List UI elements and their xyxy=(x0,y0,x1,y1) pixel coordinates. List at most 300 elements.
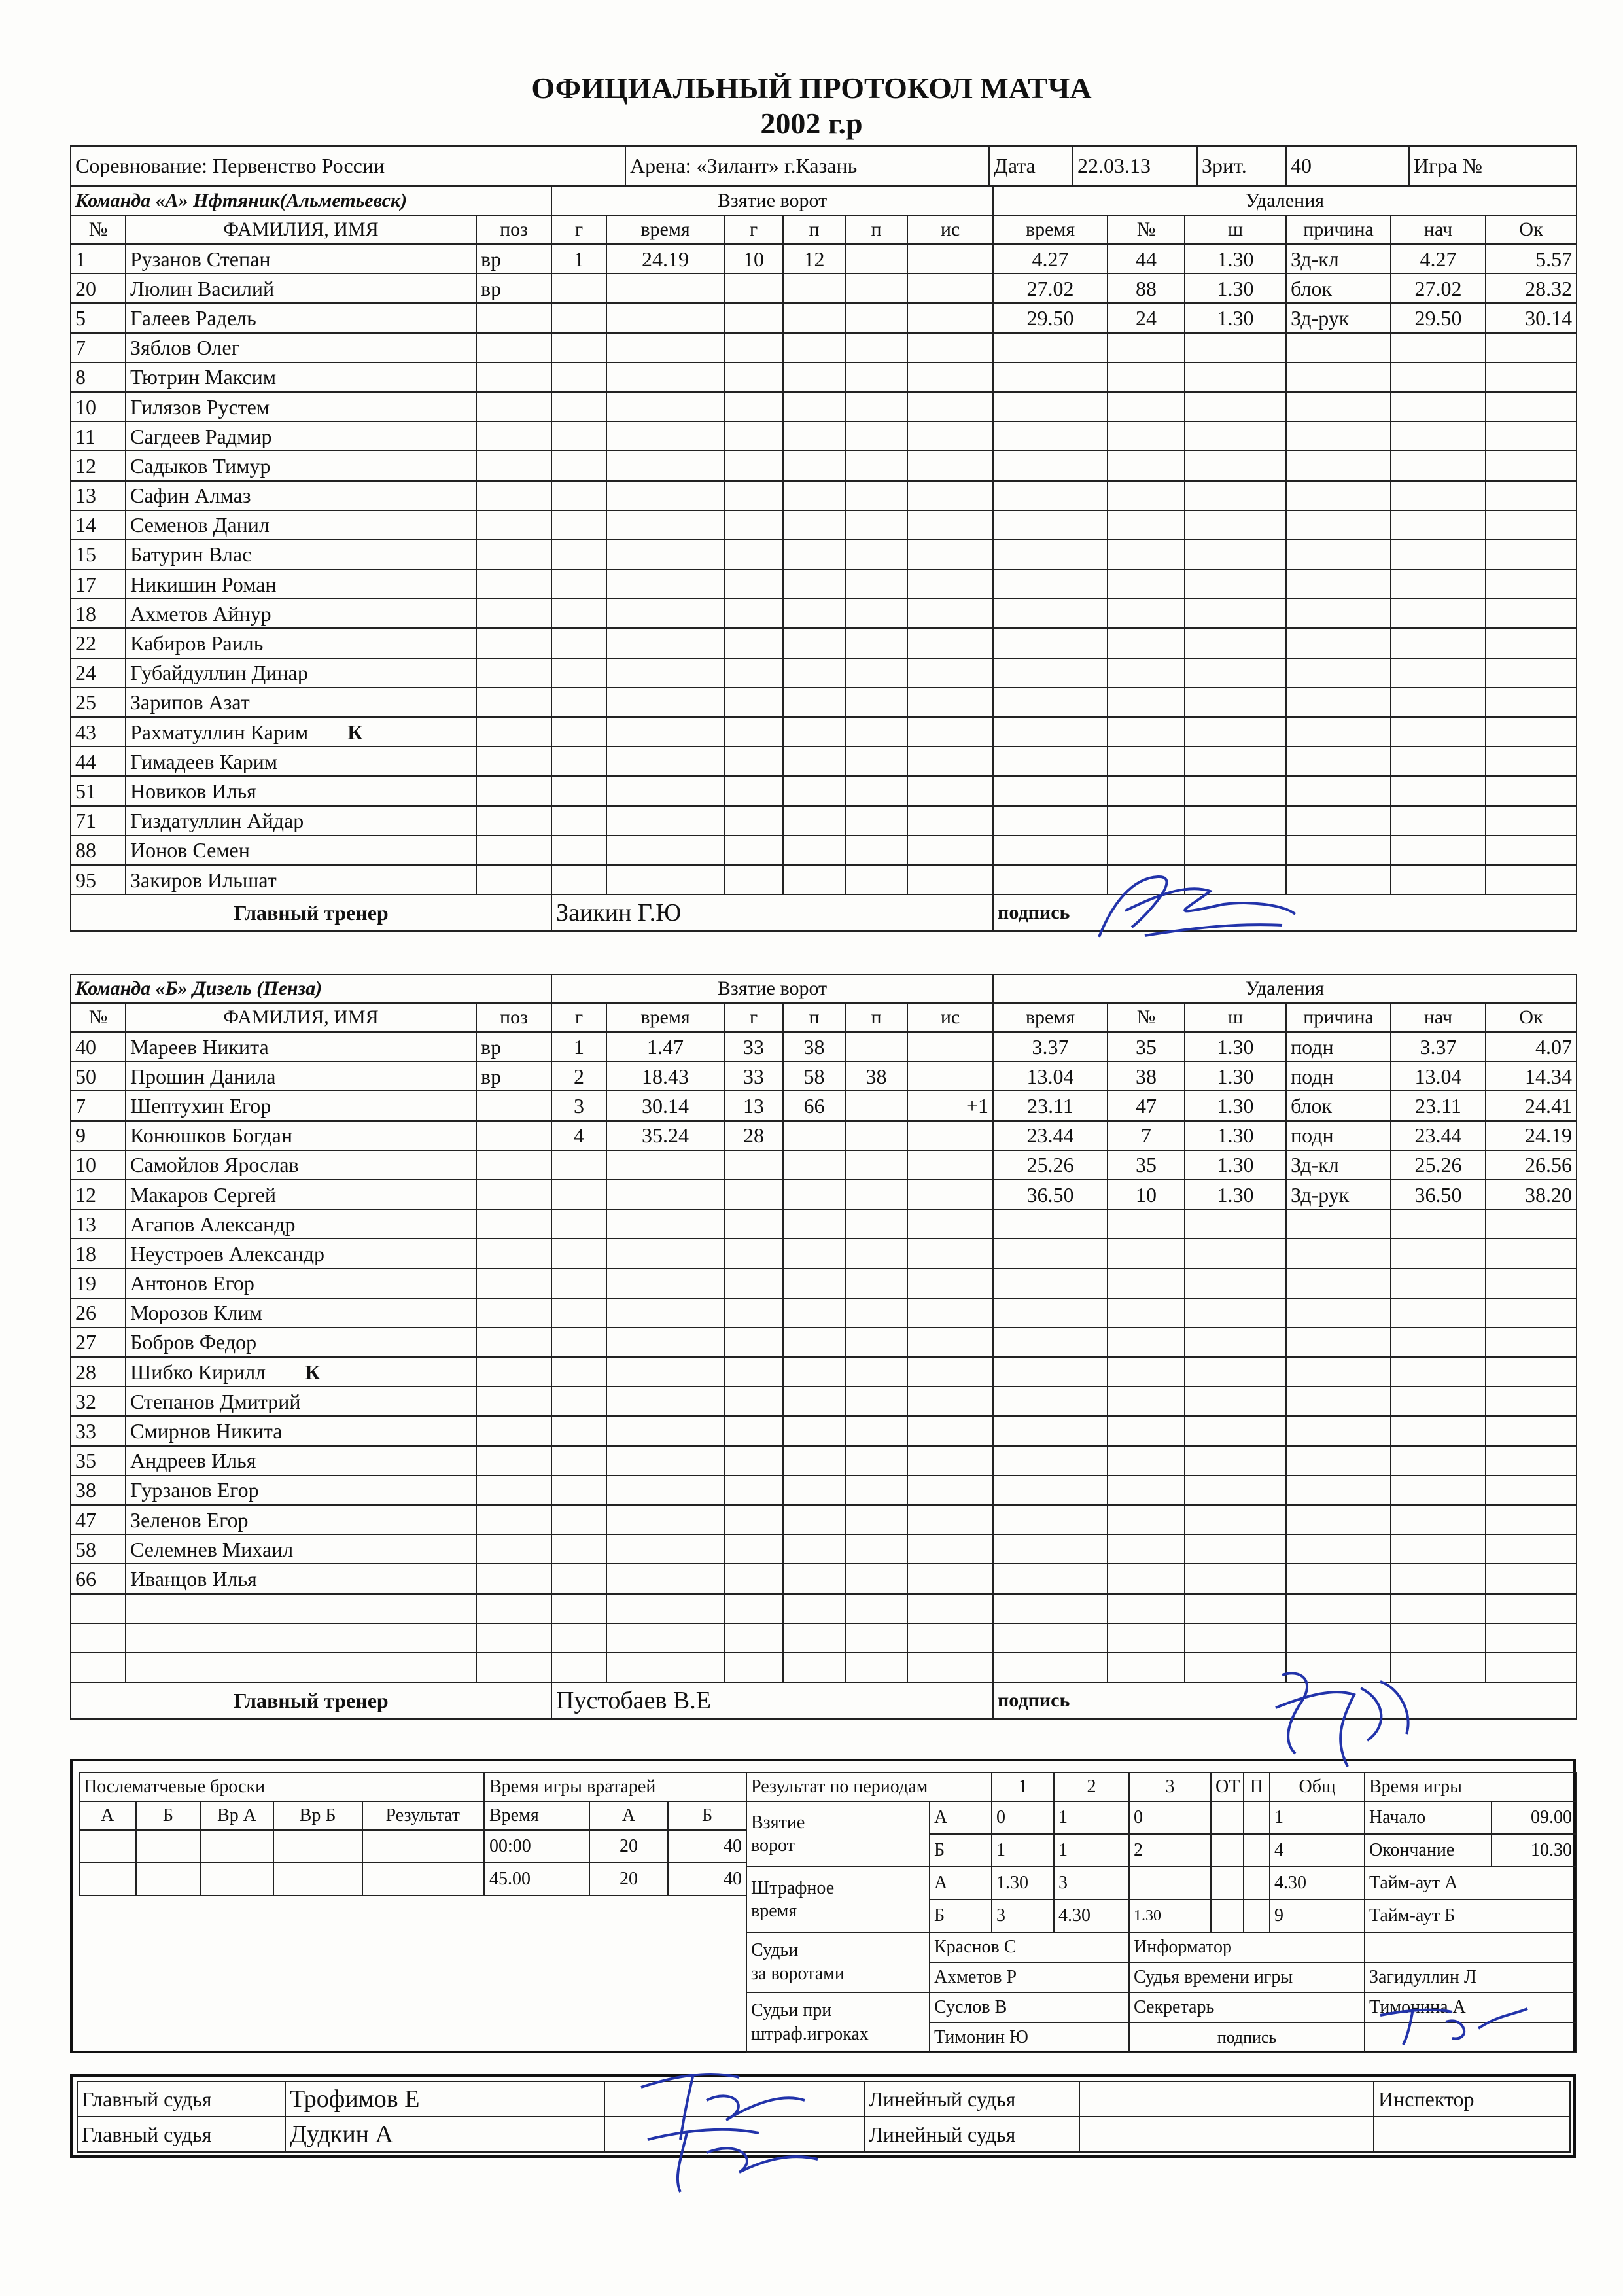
goal-assist-3 xyxy=(845,421,907,451)
goal-situation xyxy=(907,421,993,451)
goal-time xyxy=(606,747,724,776)
penalty-start: 29.50 xyxy=(1391,303,1486,332)
table-row xyxy=(71,451,1577,480)
player-number xyxy=(71,1653,126,1682)
penalty-start xyxy=(1391,540,1486,569)
table-row xyxy=(71,1298,1577,1328)
goal-assist-1 xyxy=(724,451,783,480)
player-number: 66 xyxy=(71,1564,126,1593)
goal-assist-1 xyxy=(724,658,783,688)
period-3-label: 3 xyxy=(1129,1773,1211,1801)
inspector-label: Инспектор xyxy=(1374,2081,1570,2117)
goal-assist-3 xyxy=(845,540,907,569)
pen-a-p2: 3 xyxy=(1054,1867,1129,1899)
goal-assist-1 xyxy=(724,1416,783,1445)
goal-assist-2 xyxy=(783,836,845,865)
penalty-time xyxy=(993,481,1108,510)
goal-assist-2 xyxy=(783,628,845,658)
table-row xyxy=(71,510,1577,540)
goal-assist-2 xyxy=(783,1416,845,1445)
penalty-end xyxy=(1486,421,1577,451)
goal-time xyxy=(606,1386,724,1416)
goal-situation xyxy=(907,776,993,805)
penalty-end xyxy=(1486,1564,1577,1593)
table-row xyxy=(71,599,1577,628)
penalty-reason xyxy=(1286,392,1391,421)
goal-assist-2 xyxy=(783,303,845,332)
player-name: Бобров Федор xyxy=(126,1328,476,1357)
penalty-player xyxy=(1108,628,1185,658)
player-number: 24 xyxy=(71,658,126,688)
player-name: Закиров Ильшат xyxy=(126,865,476,894)
player-name: Семенов Данил xyxy=(126,510,476,540)
goal-assist-2 xyxy=(783,1653,845,1682)
penalty-time xyxy=(993,451,1108,480)
game-end-value: 10.30 xyxy=(1492,1834,1577,1867)
penalty-start xyxy=(1391,1446,1486,1475)
penalty-duration xyxy=(1185,333,1286,362)
game-end-label: Окончание xyxy=(1365,1834,1492,1867)
player-name: Тютрин Максим xyxy=(126,362,476,392)
gk-time-col-time: Время xyxy=(485,1801,589,1830)
goal-number: 2 xyxy=(551,1061,606,1091)
pen-a-total: 4.30 xyxy=(1270,1867,1365,1899)
table-row xyxy=(71,1446,1577,1475)
penalty-start: 23.44 xyxy=(1391,1121,1486,1150)
col-pos: поз xyxy=(476,215,551,244)
penalty-end: 30.14 xyxy=(1486,303,1577,332)
pen-b-p2: 4.30 xyxy=(1054,1899,1129,1932)
player-position xyxy=(476,1239,551,1268)
penalty-player xyxy=(1108,658,1185,688)
goal-assist-2 xyxy=(783,1269,845,1298)
penalty-time xyxy=(993,1357,1108,1386)
team-a-coach-label: Главный тренер xyxy=(71,894,551,931)
penalty-reason: блок xyxy=(1286,274,1391,303)
goals-b-p2: 1 xyxy=(1054,1834,1129,1867)
goal-situation xyxy=(907,481,993,510)
goal-assist-1 xyxy=(724,1505,783,1534)
penalty-player xyxy=(1108,362,1185,392)
team-b-coach: Пустобаев В.Е xyxy=(551,1682,993,1719)
goal-assist-1 xyxy=(724,1328,783,1357)
goal-situation xyxy=(907,333,993,362)
penalty-player xyxy=(1108,1623,1185,1653)
player-number: 71 xyxy=(71,806,126,836)
penalty-duration xyxy=(1185,806,1286,836)
penalty-duration: 1.30 xyxy=(1185,303,1286,332)
player-number: 11 xyxy=(71,421,126,451)
goal-assist-2 xyxy=(783,1150,845,1180)
goal-assist-3 xyxy=(845,836,907,865)
table-row xyxy=(71,1357,1577,1386)
penalty-reason xyxy=(1286,1594,1391,1623)
penalty-duration xyxy=(1185,1446,1286,1475)
total-label: Общ xyxy=(1270,1773,1365,1801)
goal-number xyxy=(551,421,606,451)
penalty-reason xyxy=(1286,510,1391,540)
goal-number xyxy=(551,274,606,303)
table-row xyxy=(71,274,1577,303)
goal-time xyxy=(606,1505,724,1534)
col-num: № xyxy=(71,215,126,244)
player-name-text: Рахматуллин Карим xyxy=(130,720,309,744)
goal-assist-3 xyxy=(845,1298,907,1328)
player-name: Зарипов Азат xyxy=(126,688,476,717)
penalty-player xyxy=(1108,1475,1185,1505)
goal-assist-1 xyxy=(724,1623,783,1653)
goal-number xyxy=(551,806,606,836)
gk-time-row-2-time: 45.00 xyxy=(485,1863,589,1896)
player-name: Губайдуллин Динар xyxy=(126,658,476,688)
penalty-time xyxy=(993,392,1108,421)
penalty-end xyxy=(1486,628,1577,658)
penalty-duration xyxy=(1185,540,1286,569)
player-name: Рузанов Степан xyxy=(126,244,476,274)
goal-time xyxy=(606,1150,724,1180)
goal-number: 4 xyxy=(551,1121,606,1150)
goal-situation xyxy=(907,274,993,303)
player-name: Прошин Данила xyxy=(126,1061,476,1091)
penalty-duration xyxy=(1185,392,1286,421)
goal-assist-1 xyxy=(724,688,783,717)
goals-section-label: Взятие ворот xyxy=(551,186,993,215)
player-number: 5 xyxy=(71,303,126,332)
goal-assist-1 xyxy=(724,362,783,392)
gk-time-col-b: Б xyxy=(668,1801,746,1830)
match-info-table xyxy=(70,145,1577,186)
goal-assist-3 xyxy=(845,1594,907,1623)
goal-time xyxy=(606,836,724,865)
penalty-judge-a: Суслов В xyxy=(930,1992,1129,2022)
shootout-table xyxy=(79,1772,484,1896)
player-name: Гиздатуллин Айдар xyxy=(126,806,476,836)
table-row xyxy=(71,1150,1577,1180)
goal-assist-2 xyxy=(783,1298,845,1328)
player-position: вр xyxy=(476,1032,551,1061)
period-2-label: 2 xyxy=(1054,1773,1129,1801)
penalty-player: 47 xyxy=(1108,1091,1185,1120)
goal-time: 30.14 xyxy=(606,1091,724,1120)
penalty-duration: 1.30 xyxy=(1185,1032,1286,1061)
table-row xyxy=(71,865,1577,894)
penalty-player xyxy=(1108,1446,1185,1475)
player-name: Конюшков Богдан xyxy=(126,1121,476,1150)
goal-time xyxy=(606,510,724,540)
player-number: 15 xyxy=(71,540,126,569)
gk-time-row-2-a: 20 xyxy=(589,1863,668,1896)
player-name: Сафин Алмаз xyxy=(126,481,476,510)
goal-time: 18.43 xyxy=(606,1061,724,1091)
penalty-end: 38.20 xyxy=(1486,1180,1577,1209)
col-pos: поз xyxy=(476,1003,551,1032)
goal-assist-1 xyxy=(724,717,783,747)
penalty-duration: 1.30 xyxy=(1185,1091,1286,1120)
player-number: 20 xyxy=(71,274,126,303)
goal-situation xyxy=(907,1653,993,1682)
goal-assist-2 xyxy=(783,1121,845,1150)
goal-assist-2 xyxy=(783,599,845,628)
penalty-end xyxy=(1486,333,1577,362)
player-name-text: Шибко Кирилл xyxy=(130,1360,266,1384)
penalty-reason xyxy=(1286,1357,1391,1386)
table-row xyxy=(71,688,1577,717)
col-p1: п xyxy=(783,215,845,244)
player-number: 58 xyxy=(71,1534,126,1564)
penalty-start: 36.50 xyxy=(1391,1180,1486,1209)
col-pen-end: Ок xyxy=(1486,1003,1577,1032)
penalty-duration xyxy=(1185,628,1286,658)
penalty-time xyxy=(993,1594,1108,1623)
goal-time xyxy=(606,569,724,599)
penalty-duration xyxy=(1185,569,1286,599)
goal-assist-3 xyxy=(845,776,907,805)
goal-assist-2 xyxy=(783,717,845,747)
goal-situation xyxy=(907,1594,993,1623)
goal-assist-1: 33 xyxy=(724,1032,783,1061)
penalty-time xyxy=(993,806,1108,836)
timekeeper-label: Судья времени игры xyxy=(1129,1962,1365,1992)
pen-a-p3 xyxy=(1129,1867,1211,1899)
penalty-end: 14.34 xyxy=(1486,1061,1577,1091)
penalty-player xyxy=(1108,1653,1185,1682)
table-row xyxy=(71,1061,1577,1091)
goal-assist-2 xyxy=(783,1505,845,1534)
goal-assist-2 xyxy=(783,274,845,303)
goal-number xyxy=(551,1269,606,1298)
goal-assist-3 xyxy=(845,1623,907,1653)
table-row xyxy=(71,776,1577,805)
goal-assist-2 xyxy=(783,865,845,894)
goal-assist-1 xyxy=(724,1209,783,1239)
player-name: Агапов Александр xyxy=(126,1209,476,1239)
penalty-end xyxy=(1486,1475,1577,1505)
penalty-player: 24 xyxy=(1108,303,1185,332)
table-row xyxy=(71,1386,1577,1416)
goal-assist-2 xyxy=(783,362,845,392)
goal-number xyxy=(551,1594,606,1623)
player-position xyxy=(476,1594,551,1623)
penalty-start xyxy=(1391,688,1486,717)
goal-number xyxy=(551,1180,606,1209)
penalty-start xyxy=(1391,658,1486,688)
penalty-reason xyxy=(1286,1623,1391,1653)
table-row xyxy=(71,1328,1577,1357)
spectators-label: Зрит. xyxy=(1197,146,1286,185)
line-referee-label-1: Линейный судья xyxy=(864,2081,1079,2117)
secretary-label: Секретарь xyxy=(1129,1992,1365,2022)
player-name xyxy=(126,1357,476,1386)
player-position xyxy=(476,1091,551,1120)
player-number: 10 xyxy=(71,392,126,421)
goal-assist-1 xyxy=(724,776,783,805)
penalty-end xyxy=(1486,1209,1577,1239)
penalty-start xyxy=(1391,717,1486,747)
penalty-time xyxy=(993,1623,1108,1653)
goal-situation xyxy=(907,1505,993,1534)
timekeeper-name: Загидуллин Л xyxy=(1365,1962,1577,1992)
player-name: Самойлов Ярослав xyxy=(126,1150,476,1180)
goal-time xyxy=(606,1298,724,1328)
player-number: 38 xyxy=(71,1475,126,1505)
periods-title: Результат по периодам xyxy=(746,1773,992,1801)
goal-assist-1: 10 xyxy=(724,244,783,274)
player-position xyxy=(476,628,551,658)
goal-number xyxy=(551,1653,606,1682)
player-number: 32 xyxy=(71,1386,126,1416)
pen-a-p1: 1.30 xyxy=(992,1867,1054,1899)
goal-situation xyxy=(907,1564,993,1593)
penalty-end xyxy=(1486,776,1577,805)
player-position xyxy=(476,776,551,805)
overtime-label: ОТ xyxy=(1211,1773,1244,1801)
penalty-player xyxy=(1108,836,1185,865)
penalty-duration xyxy=(1185,1239,1286,1268)
goal-assist-1 xyxy=(724,333,783,362)
gk-time-row-2-b: 40 xyxy=(668,1863,746,1896)
informer-label: Информатор xyxy=(1129,1932,1365,1962)
goal-time xyxy=(606,1594,724,1623)
table-row xyxy=(71,303,1577,332)
goal-assist-2 xyxy=(783,1446,845,1475)
goal-judges-label-1: Судьи xyxy=(751,1939,799,1960)
goal-assist-1 xyxy=(724,1446,783,1475)
col-p2: п xyxy=(845,215,907,244)
penalty-player xyxy=(1108,1269,1185,1298)
penalty-reason xyxy=(1286,1475,1391,1505)
penalty-end xyxy=(1486,747,1577,776)
goal-time xyxy=(606,362,724,392)
goal-number xyxy=(551,1505,606,1534)
penalty-time xyxy=(993,776,1108,805)
player-number: 13 xyxy=(71,481,126,510)
col-pen-end: Ок xyxy=(1486,215,1577,244)
shootout-col-gk-b: Вр Б xyxy=(273,1801,362,1830)
penalty-time: 27.02 xyxy=(993,274,1108,303)
penalty-player xyxy=(1108,510,1185,540)
goal-assist-1 xyxy=(724,1594,783,1623)
player-number: 13 xyxy=(71,1209,126,1239)
penalty-duration xyxy=(1185,1269,1286,1298)
goals-team-b-label: Б xyxy=(930,1834,992,1867)
penalty-end xyxy=(1486,1357,1577,1386)
penalty-end: 4.07 xyxy=(1486,1032,1577,1061)
goal-assist-3 xyxy=(845,392,907,421)
goal-number xyxy=(551,392,606,421)
player-name: Гурзанов Егор xyxy=(126,1475,476,1505)
goal-assist-2: 12 xyxy=(783,244,845,274)
penalties-section-label: Удаления xyxy=(993,186,1577,215)
penalty-end: 24.19 xyxy=(1486,1121,1577,1150)
penalty-reason: подн xyxy=(1286,1061,1391,1091)
pen-b-total: 9 xyxy=(1270,1899,1365,1932)
goal-number: 3 xyxy=(551,1091,606,1120)
player-name: Сагдеев Радмир xyxy=(126,421,476,451)
penalty-reason: Зд-кл xyxy=(1286,244,1391,274)
penalties-section-label: Удаления xyxy=(993,974,1577,1003)
player-name: Иванцов Илья xyxy=(126,1564,476,1593)
col-pen-sh: ш xyxy=(1185,215,1286,244)
goal-assist-2 xyxy=(783,540,845,569)
col-pen-time: время xyxy=(993,1003,1108,1032)
goal-number xyxy=(551,1357,606,1386)
penalty-end xyxy=(1486,1416,1577,1445)
penalty-duration xyxy=(1185,1475,1286,1505)
goal-situation xyxy=(907,1061,993,1091)
goal-assist-3 xyxy=(845,865,907,894)
penalty-start xyxy=(1391,510,1486,540)
player-number xyxy=(71,1594,126,1623)
penalty-end xyxy=(1486,569,1577,599)
penalty-time xyxy=(993,1239,1108,1268)
goal-time xyxy=(606,1357,724,1386)
goal-assist-3 xyxy=(845,628,907,658)
goal-time xyxy=(606,1564,724,1593)
goal-situation xyxy=(907,865,993,894)
penalty-player xyxy=(1108,540,1185,569)
penalty-time xyxy=(993,569,1108,599)
goal-assist-1 xyxy=(724,1564,783,1593)
game-time-title: Время игры xyxy=(1365,1773,1577,1801)
goal-situation xyxy=(907,1328,993,1357)
goal-time xyxy=(606,1534,724,1564)
penalty-start: 23.11 xyxy=(1391,1091,1486,1120)
goal-situation xyxy=(907,717,993,747)
penalty-player xyxy=(1108,451,1185,480)
player-name: Батурин Влас xyxy=(126,540,476,569)
player-position xyxy=(476,1475,551,1505)
player-name: Селемнев Михаил xyxy=(126,1534,476,1564)
penalty-reason xyxy=(1286,599,1391,628)
period-grid xyxy=(746,1801,1365,1933)
penalty-end xyxy=(1486,865,1577,894)
goals-b-p3: 2 xyxy=(1129,1834,1211,1867)
player-position: вр xyxy=(476,274,551,303)
goal-assist-2 xyxy=(783,1386,845,1416)
goal-number xyxy=(551,688,606,717)
goal-assist-3 xyxy=(845,1416,907,1445)
player-number: 17 xyxy=(71,569,126,599)
col-name: ФАМИЛИЯ, ИМЯ xyxy=(126,1003,476,1032)
player-name: Садыков Тимур xyxy=(126,451,476,480)
player-name: Люлин Василий xyxy=(126,274,476,303)
table-row xyxy=(71,333,1577,362)
table-row xyxy=(71,806,1577,836)
table-row xyxy=(71,1623,1577,1653)
penalty-reason: Зд-рук xyxy=(1286,1180,1391,1209)
player-position xyxy=(476,1505,551,1534)
goal-situation xyxy=(907,1446,993,1475)
goal-assist-1 xyxy=(724,540,783,569)
goal-assist-3 xyxy=(845,599,907,628)
goal-assist-1: 28 xyxy=(724,1121,783,1150)
penalty-time xyxy=(993,599,1108,628)
penalty-end xyxy=(1486,717,1577,747)
table-row xyxy=(71,481,1577,510)
goal-assist-1 xyxy=(724,303,783,332)
goal-situation xyxy=(907,1269,993,1298)
player-position xyxy=(476,1150,551,1180)
goal-assist-2 xyxy=(783,1594,845,1623)
goal-situation xyxy=(907,362,993,392)
main-referee-2: Дудкин А xyxy=(285,2117,604,2152)
penalty-player xyxy=(1108,569,1185,599)
penalty-duration xyxy=(1185,1416,1286,1445)
goal-judges-label-2: за воротами xyxy=(751,1964,845,1984)
player-number: 40 xyxy=(71,1032,126,1061)
goal-number xyxy=(551,1239,606,1268)
penalty-time xyxy=(993,421,1108,451)
